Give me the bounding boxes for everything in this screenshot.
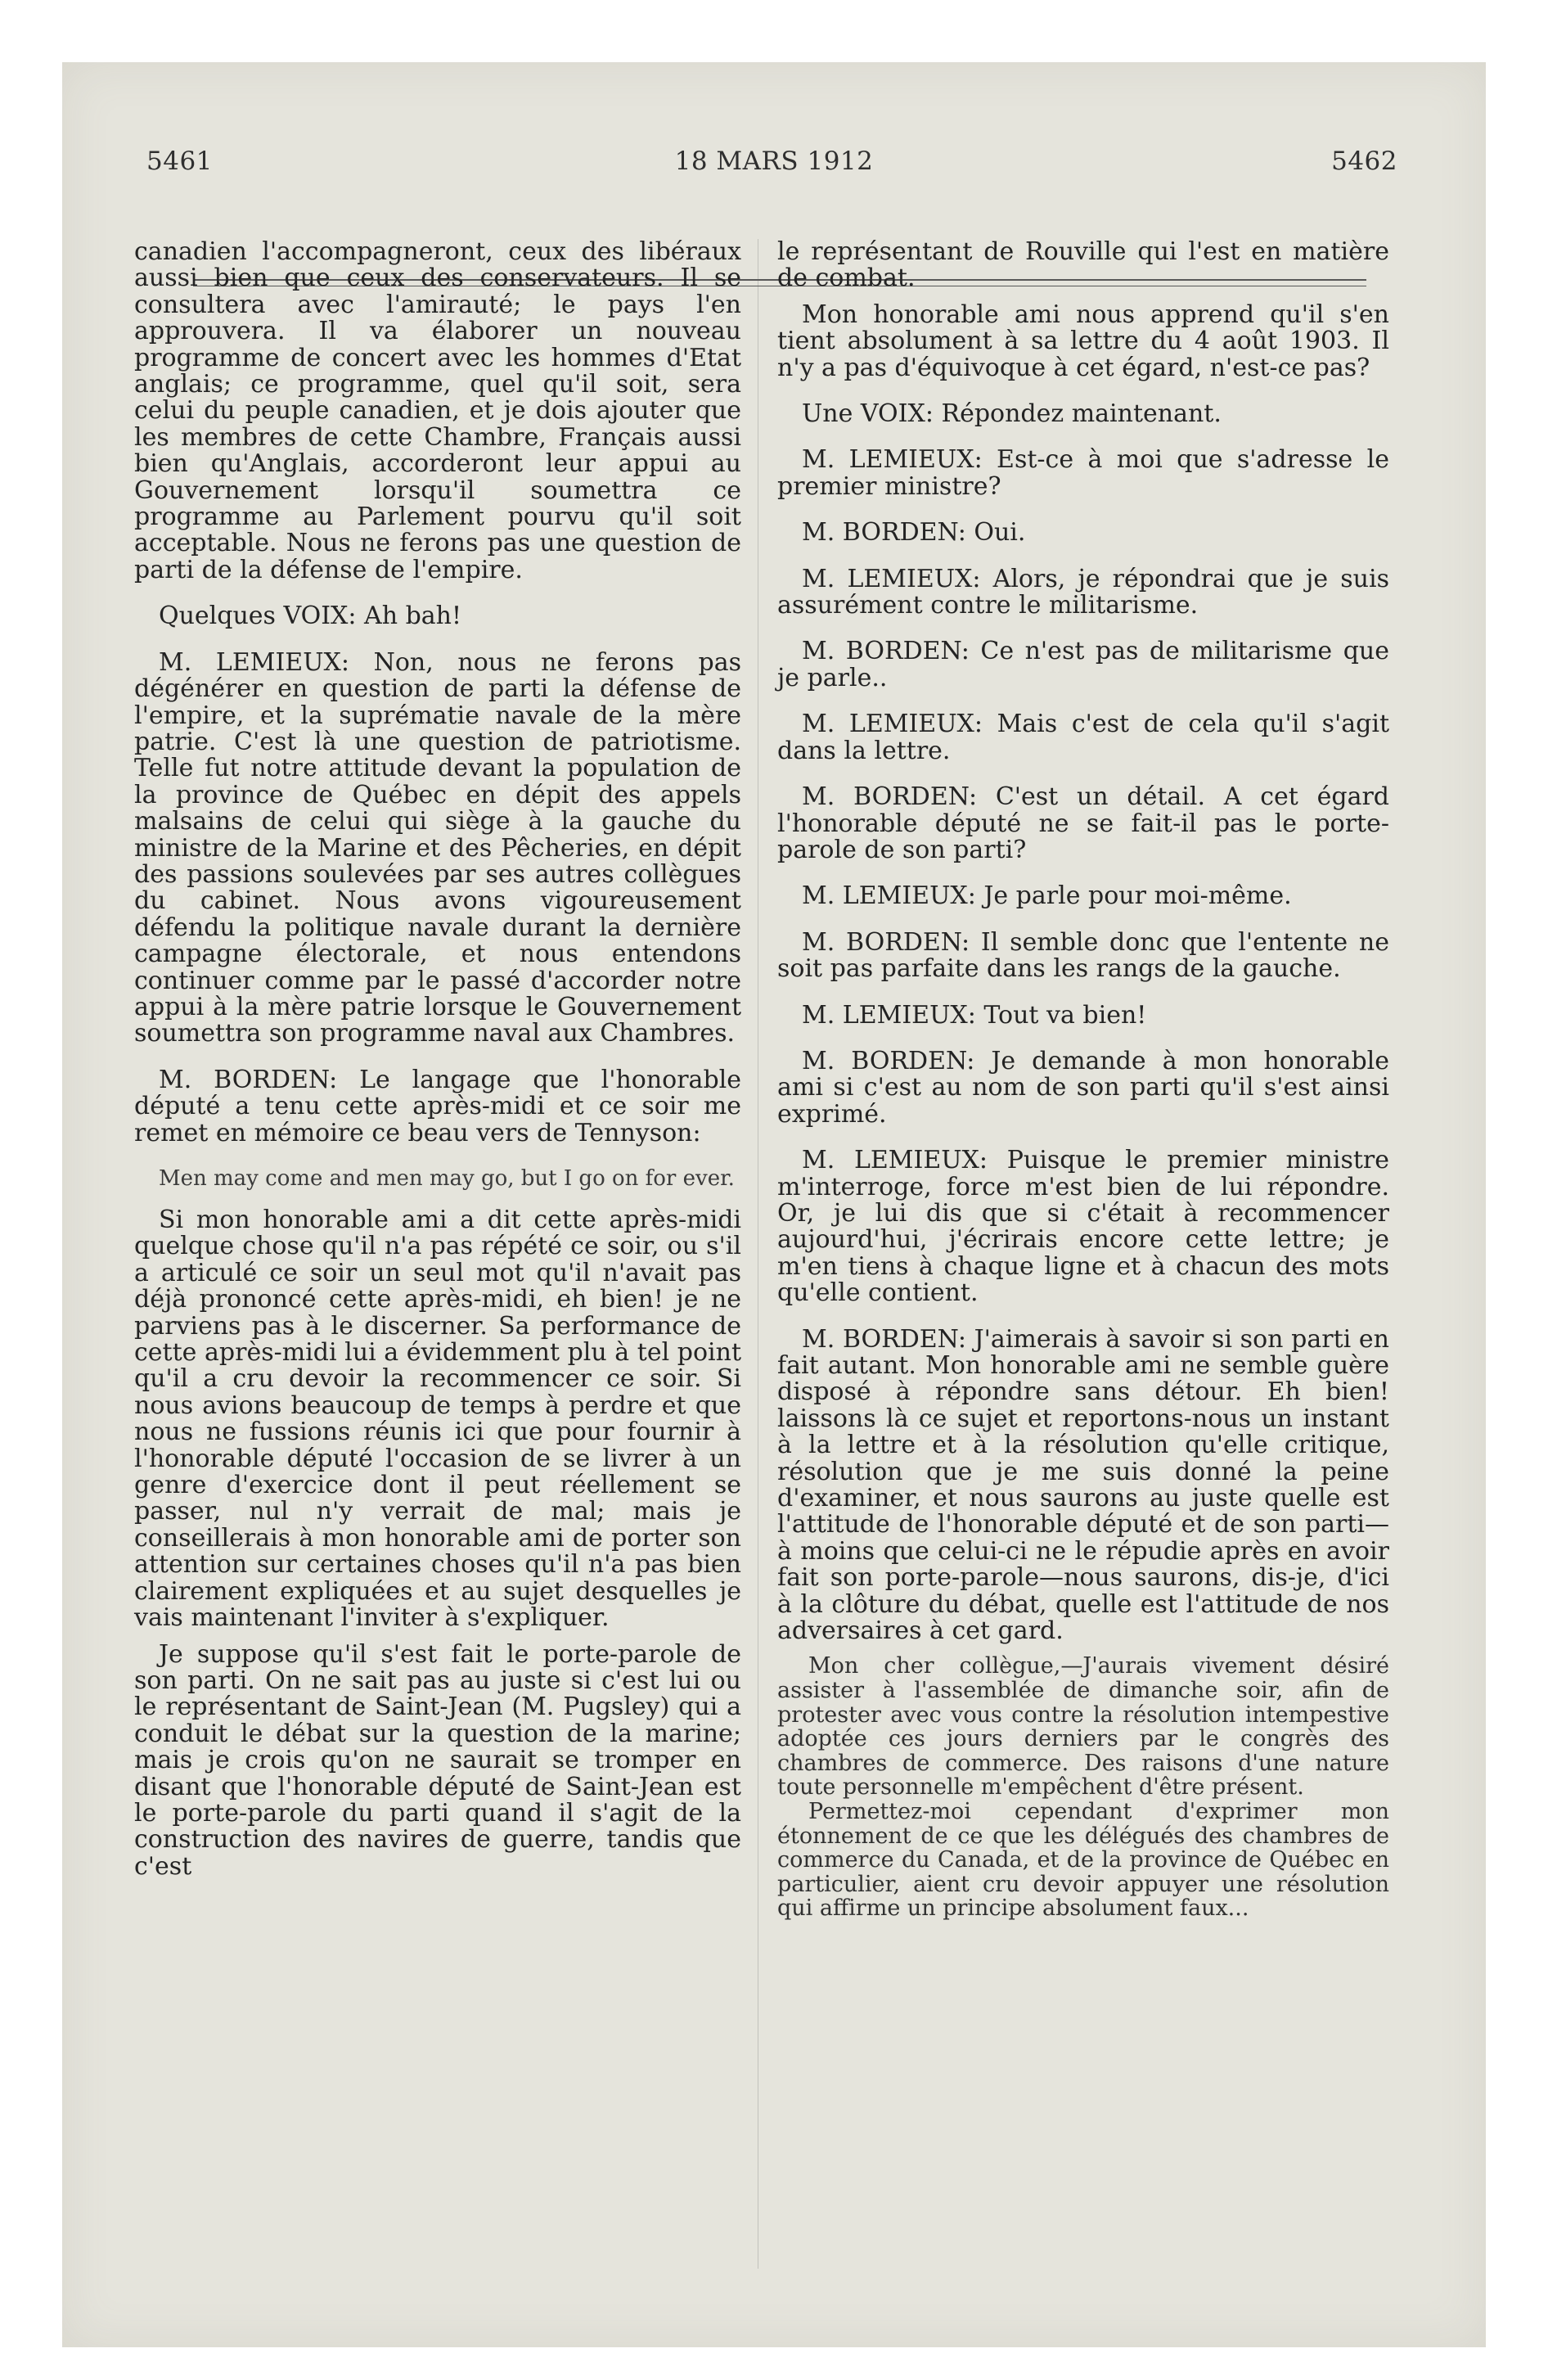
letter-paragraph: Permettez-moi cependant d'exprimer mon étonnement de ce que les délégués des chambres de commerce du Canada, et de la province de Québec en particulier, aient cru devoir appuyer une résolution qui affirme un principe absolument faux...: [777, 1799, 1389, 1922]
left-column: [134, 239, 741, 1900]
body-paragraph: M. LEMIEUX: Puisque le premier ministre m'interroge, force m'est bien de lui répondre. Or, je lui dis que si c'était à recommencer aujourd'hui, j'écrirais encore cette lettre; je m'en tiens à chaque ligne et à chacun des mots qu'elle contient.: [777, 1146, 1389, 1308]
quoted-letter: [777, 1654, 1389, 1921]
body-paragraph: M. BORDEN: Oui.: [802, 518, 1026, 548]
body-paragraph: le représentant de Rouville qui l'est en matière de combat.: [777, 237, 1389, 293]
body-paragraph: M. BORDEN: Le langage que l'honorable député a tenu cette après-midi et ce soir me remet en mémoire ce beau vers de Tennyson:: [134, 1065, 741, 1147]
letter-paragraph: Mon cher collègue,—J'aurais vivement désiré assister à l'assemblée de dimanche soir, afin de protester avec vous contre la résolution intempestive adoptée ces jours derniers par le congrès des chambres de commerce. Des raisons d'une nature toute personnelle m'empêchent d'être présent.: [777, 1653, 1389, 1801]
body-paragraph: M. LEMIEUX: Je parle pour moi-même.: [802, 881, 1292, 911]
body-paragraph: M. BORDEN: Je demande à mon honorable ami si c'est au nom de son parti qu'il s'est ainsi exprimé.: [777, 1046, 1389, 1129]
body-paragraph: M. LEMIEUX: Mais c'est de cela qu'il s'agit dans la lettre.: [777, 710, 1389, 765]
body-paragraph: M. LEMIEUX: Non, nous ne ferons pas dégénérer en question de parti la défense de l'empire, et la suprématie navale de la mère patrie. C'est là une question de patriotisme. Telle fut notre attitude devant la population de la province de Québec en dépit des appels malsains de celui qui siège à la gauche du ministre de la Marine et des Pêcheries, en dépit des passions soulevées par ses autres collègues du cabinet. Nous avons vigoureusement défendu la politique navale durant la dernière campagne électorale, et nous entendons continuer comme par le passé d'accorder notre appui à la mère patrie lorsque le Gouvernement soumettra son programme naval aux Chambres.: [134, 647, 741, 1048]
body-paragraph: M. BORDEN: J'aimerais à savoir si son parti en fait autant. Mon honorable ami ne semble guère disposé à répondre sans détour. Eh bien! laissons là ce sujet et reportons-nous un instant à la lettre et à la résolution qu'elle critique, résolution que je me suis donné la peine d'examiner, et nous saurons au juste quelle est l'attitude de l'honorable député et de son parti—à moins que celui-ci ne le répudie après en avoir fait son porte-parole—nous saurons, dis-je, d'ici à la clôture du débat, quelle est l'attitude de nos adversaires à cet gard.: [777, 1324, 1389, 1646]
body-paragraph: Mon honorable ami nous apprend qu'il s'en tient absolument à sa lettre du 4 août 1903. Il n'y a pas d'équivoque à cet égard, n'est-ce pas?: [777, 300, 1389, 382]
body-paragraph: Une VOIX: Répondez maintenant.: [802, 399, 1222, 429]
body-paragraph: M. BORDEN: C'est un détail. A cet égard l'honorable député ne se fait-il pas le porte-parole de son parti?: [777, 782, 1389, 864]
body-paragraph: M. LEMIEUX: Alors, je répondrai que je suis assurément contre le militarisme.: [777, 564, 1389, 620]
body-paragraph: M. BORDEN: Ce n'est pas de militarisme que je parle..: [777, 637, 1389, 692]
body-paragraph: M. BORDEN: Il semble donc que l'entente ne soit pas parfaite dans les rangs de la gauche.: [777, 927, 1389, 984]
body-paragraph: M. LEMIEUX: Est-ce à moi que s'adresse le premier ministre?: [777, 445, 1389, 501]
page-number-right: 5462: [1331, 146, 1397, 176]
body-paragraph: Je suppose qu'il s'est fait le porte-parole de son parti. On ne sait pas au juste si c'est lui ou le représentant de Saint-Jean (M. Pugsley) qui a conduit le débat sur la question de la marine; mais je crois qu'on ne saurait se tromper en disant que l'honorable député de Saint-Jean est le porte-parole du parti quand il s'agit de la construction des navires de guerre, tandis que c'est: [134, 1639, 741, 1881]
page-date: 18 MARS 1912: [674, 146, 874, 176]
right-column: [777, 239, 1389, 1921]
body-paragraph: Si mon honorable ami a dit cette après-midi quelque chose qu'il n'a pas répété ce soir, ou s'il a articulé ce soir un seul mot qu'il n'avait pas déjà prononcé cette après-midi, eh bien! je ne parviens pas à le discerner. Sa performance de cette après-midi lui a évidemment plu à tel point qu'il a cru devoir la recommencer ce soir. Si nous avions beaucoup de temps à perdre et que nous ne fussions réunis ici que pour fournir à l'honorable député l'occasion de se livrer à un genre d'exercice dont il peut réellement se passer, nul n'y verrait de mal; mais je conseillerais à mon honorable ami de porter son attention sur certaines choses qu'il n'a pas bien clairement expliquées et au sujet desquelles je vais maintenant l'inviter à s'expliquer.: [134, 1206, 741, 1633]
body-paragraph: canadien l'accompagneront, ceux des libéraux aussi bien que ceux des conservateurs. Il se consultera avec l'amirauté; le pays l'en approuvera. Il va élaborer un nouveau programme de concert avec les hommes d'Etat anglais; ce programme, quel qu'il soit, sera celui du peuple canadien, et je dois ajouter que les membres de cette Chambre, Français aussi bien qu'Anglais, accorderont leur appui au Gouvernement lorsqu'il soumettra ce programme au Parlement pourvu qu'il soit acceptable. Nous ne ferons pas une question de parti de la défense de l'empire.: [134, 237, 741, 584]
body-paragraph: Quelques VOIX: Ah bah!: [159, 602, 462, 631]
verse-quote: Men may come and men may go, but I go on for ever.: [159, 1166, 735, 1191]
body-paragraph: M. LEMIEUX: Tout va bien!: [802, 1000, 1147, 1030]
page-number-left: 5461: [146, 146, 213, 176]
